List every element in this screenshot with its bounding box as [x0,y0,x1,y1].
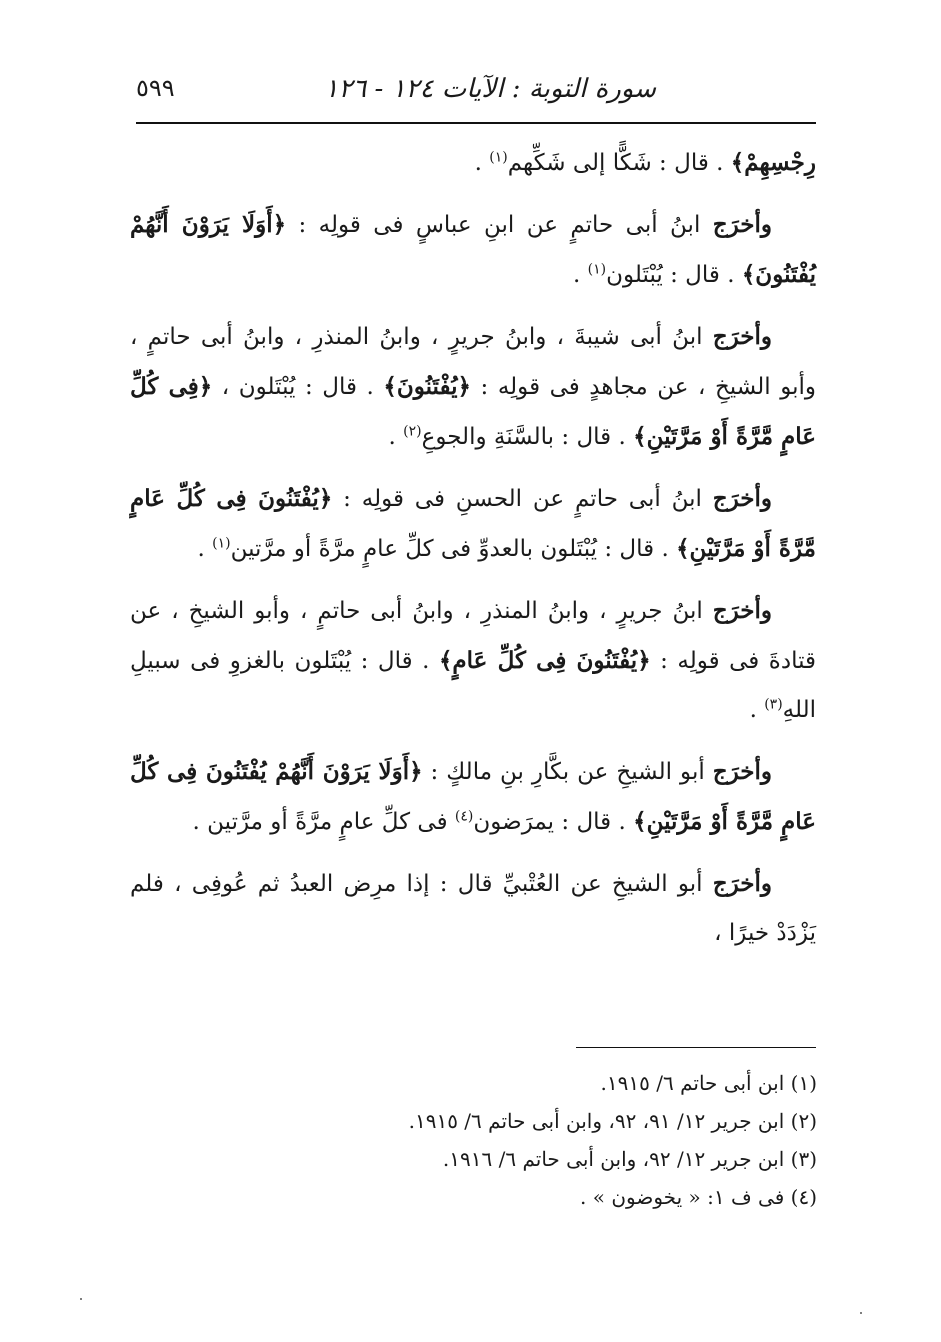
footnote: (٢) ابن جرير ١٢/ ٩١، ٩٢، وابن أبى حاتم ٦/ ١٩١٥. [408,1109,817,1133]
footnotes [117,1064,817,1216]
text-span: . قال : يُبْتَلون بالغزوِ فى سبيلِ اللهِ [130,648,816,723]
footnote: (٤) فى ف ١: « يخوضون » . [580,1185,817,1209]
paragraph [130,312,816,462]
paragraph [130,200,816,300]
text-span: أبو الشيخِ عن بكَّارِ بنِ مالكٍ : [422,759,713,785]
paragraph-lead: وأخرَج [712,870,772,897]
paragraph-lead: وأخرَج [712,211,772,238]
text-span: ابنُ جريرٍ ، وابنُ المنذرِ ، وابنُ أبى حاتمٍ ، وأبو الشيخِ ، عن قتادةَ فى قولِه : [130,598,817,674]
text-span: . [474,150,490,176]
text-span: . [749,697,765,723]
scan-speck [860,1312,862,1314]
paragraph [130,859,816,958]
scan-speck [80,1298,82,1300]
paragraph [130,138,816,188]
text-span: . قال : بالسَّنَةِ والجوعِ [421,424,634,450]
footnote: (٣) ابن جرير ١٢/ ٩٢، وابن أبى حاتم ٦/ ١٩١٦. [442,1147,817,1171]
text-span: أبو الشيخِ عن العُتْبيِّ قال : إذا مرِض العبدُ ثم عُوفِى ، فلم يَزْدَدْ خيرًا ، [130,871,816,946]
paragraph [130,474,816,574]
text-span: . قال : يُبْتَلون ، [212,374,384,400]
footnote-ref: (١) [587,261,607,278]
paragraph-lead: وأخرَج [712,323,772,350]
footnote-ref: (٤) [454,808,474,825]
text-span: . [573,262,588,288]
footnote-ref: (٢) [403,423,422,440]
text-span: فى كلِّ عامٍ مرَّةً أو مرَّتين . [192,809,455,835]
quran-text: ﴿يُفْتَنُونَ فِى كُلِّ عَامٍ مَّرَّةً أَوْ مَرَّتَيْنِ﴾ [130,485,816,562]
quran-text: ﴿أَوَلَا يَرَوْنَ أَنَّهُمْ يُفْتَنُونَ﴾ [130,211,816,288]
page-number: ٥٩٩ [136,74,175,102]
text-span: . قال : شَكًّا إلى شَكِّهم [507,150,731,176]
text-span: ابنُ أبى حاتمٍ عن الحسنِ فى قولِه : [332,486,713,512]
body-text [130,138,816,970]
text-span: . قال : يمرَضون [473,809,634,835]
paragraph-lead: وأخرَج [712,758,772,785]
paragraph-lead: وأخرَج [712,597,772,624]
quran-text: ﴿يُفْتَنُونَ﴾ [383,373,472,400]
paragraph-lead: وأخرَج [712,485,772,512]
text-span: . قال : يُبْتَلون [606,262,742,288]
text-span: . [197,536,213,562]
quran-text: ﴿يُفْتَنُونَ فِى كُلِّ عَامٍ﴾ [438,647,651,674]
paragraph [130,747,816,847]
footnote-rule [576,1047,816,1048]
page-header [136,72,816,116]
text-span: . [388,424,404,450]
quran-text: رِجْسِهِمْ﴾ [730,149,816,176]
text-span: ابنُ أبى شيبةَ ، وابنُ جريرٍ ، وابنُ المنذرِ ، وابنُ أبى حاتمٍ ، وأبو الشيخِ ، عن مجاهدٍ فى قولِه : [130,324,816,400]
running-title: سورة التوبة : الآيات ١٢٤ - ١٢٦ [324,74,656,104]
paragraph [130,586,816,735]
text-span: . قال : يُبْتَلون بالعدوِّ فى كلِّ عامٍ مرَّةً أو مرَّتين [230,536,677,562]
footnote: (١) ابن أبى حاتم ٦/ ١٩١٥. [600,1071,817,1095]
footnote-ref: (١) [212,535,231,552]
footnote-ref: (١) [489,149,508,166]
quran-text: ﴿أَوَلَا يَرَوْنَ أَنَّهُمْ يُفْتَنُونَ فِى كُلِّ عَامٍ مَّرَّةً أَوْ مَرَّتَيْنِ﴾ [130,758,816,835]
quran-text: ﴿فِى كُلِّ عَامٍ مَّرَّةً أَوْ مَرَّتَيْنِ﴾ [130,373,816,450]
header-rule [136,122,816,124]
footnote-ref: (٣) [764,696,783,713]
text-span: ابنُ أبى حاتمٍ عن ابنِ عباسٍ فى قولِه : [286,212,713,238]
